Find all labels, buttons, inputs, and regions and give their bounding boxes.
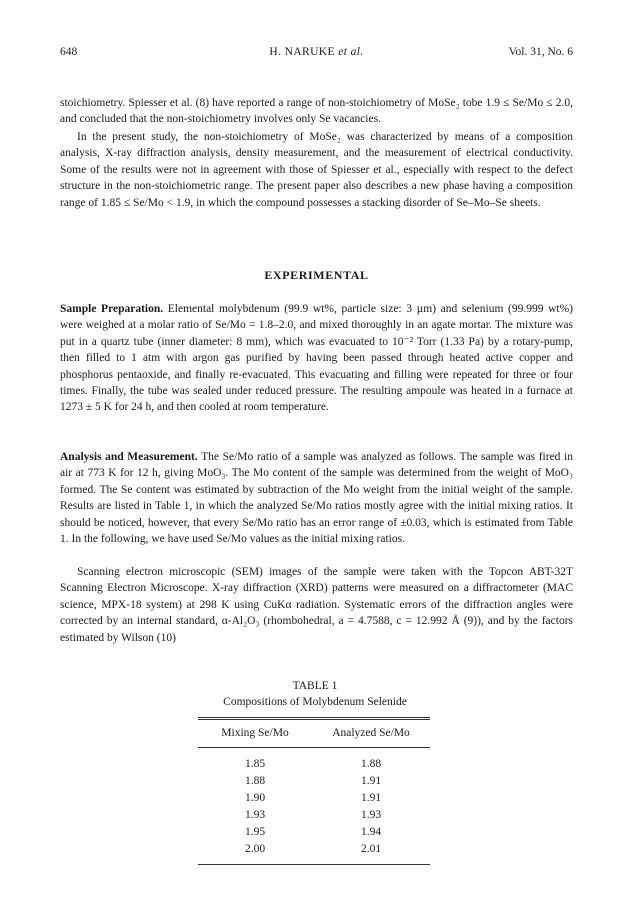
table-cell: 1.91 (360, 775, 382, 787)
paragraph-present-study: In the present study, the non-stoichiometry of MoSe₂ was characterized by means of a composition analysis, X-ray diffraction analysis, density measurement, and the measurement of electrical conductivity. Some of the results were not in agreement with those of Spiesser et al., especially with respect to the defect structure in the non-stoichiometric range. The present paper also describes a new phase having a composition range of 1.85 ≤ Se/Mo < 1.9, in which the compound possesses a stacking disorder of Se–Mo–Se sheets. (60, 131, 573, 209)
table-cell: 1.85 (244, 758, 266, 770)
table-cell: 1.88 (244, 775, 266, 787)
section-heading-experimental: EXPERIMENTAL (264, 268, 369, 282)
table-cell: 1.91 (360, 792, 382, 804)
table-header-mixing: Mixing Se/Mo (221, 727, 289, 739)
run-in-heading-sample-preparation: Sample Preparation. (60, 303, 164, 315)
paragraph-analysis (60, 449, 573, 547)
table-bottom-rule (198, 864, 430, 865)
page-number: 648 (60, 46, 78, 58)
table-cell: 1.90 (244, 792, 266, 804)
paragraph-sem-xrd: Scanning electron microscopic (SEM) images of the sample were taken with the Topcon ABT-32T Scanning Electron Microscope. X-ray diffraction (XRD) patterns were measured on a diffractometer (MAC science, MPX-18 system) at 298 K using CuKα radiation. Systematic errors of the diffraction angles were corrected by an internal standard, α-Al₂O₃ (rhombohedral, a = 4.7588, c = 12.992 Å (9)), and by the factors estimated by Wilson (10) (60, 566, 573, 644)
volume-info: Vol. 31, No. 6 (508, 46, 573, 58)
table-header-analyzed: Analyzed Se/Mo (332, 727, 410, 739)
table-header-rule (198, 747, 430, 748)
table-top-rule-2 (198, 719, 430, 720)
run-in-heading-analysis: Analysis and Measurement. (60, 451, 198, 463)
table-caption: Compositions of Molybdenum Selenide (223, 696, 407, 708)
analysis-text: The Se/Mo ratio of a sample was analyzed as follows. The sample was fired in air at 773 K for 12 h, giving MoO₃. The Mo content of the sample was determined from the weight of MoO₃ formed. The Se content was estimated by subtraction of the Mo weight from the initial weight of the sample. Results are listed in Table 1, in which the analyzed Se/Mo ratios mostly agree with the initial mixing ratios. It should be noticed, however, that every Se/Mo ratio has an error range of ±0.03, which is estimated from Table 1. In the following, we have used Se/Mo values as the initial mixing ratios. (60, 451, 573, 546)
sample-preparation-text: Elemental molybdenum (99.9 wt%, particle size: 3 µm) and selenium (99.999 wt%) were weighed at a molar ratio of Se/Mo = 1.8–2.0, and mixed thoroughly in an agate mortar. The mixture was put in a quartz tube (inner diameter: 8 mm), which was evacuated to 10⁻² Torr (1.33 Pa) by a rotary-pump, then filled to 1 atm with argon gas purified by having been passed through heated active copper and phosphorus pentaoxide, and finally re-evacuated. This evacuating and filling were repeated for three or four times. Finally, the tube was sealed under reduced pressure. The resulting ampoule was heated in a furnace at 1273 ± 5 K for 24 h, and then cooled at room temperature. (60, 303, 574, 414)
table-top-rule (198, 717, 430, 718)
table-cell: 1.95 (244, 826, 266, 838)
authors-etal: et al. (338, 46, 364, 58)
table-cell: 1.93 (360, 809, 382, 821)
paragraph-continuation: stoichiometry. Spiesser et al. (8) have reported a range of non-stoichiometry of MoSe₂ tobe 1.9 ≤ Se/Mo ≤ 2.0, and concluded that the non-stoichiometry involves only Se vacancies. (60, 97, 573, 126)
table-cell: 2.00 (244, 843, 266, 855)
running-header (60, 46, 573, 62)
authors-name: H. NARUKE (269, 46, 339, 58)
table-cell: 1.94 (360, 826, 382, 838)
running-authors (60, 46, 573, 58)
table-cell: 2.01 (360, 843, 382, 855)
paragraph-sample-preparation (60, 301, 573, 416)
table-cell: 1.93 (244, 809, 266, 821)
table-cell: 1.88 (360, 758, 382, 770)
table-label: TABLE 1 (292, 680, 338, 692)
